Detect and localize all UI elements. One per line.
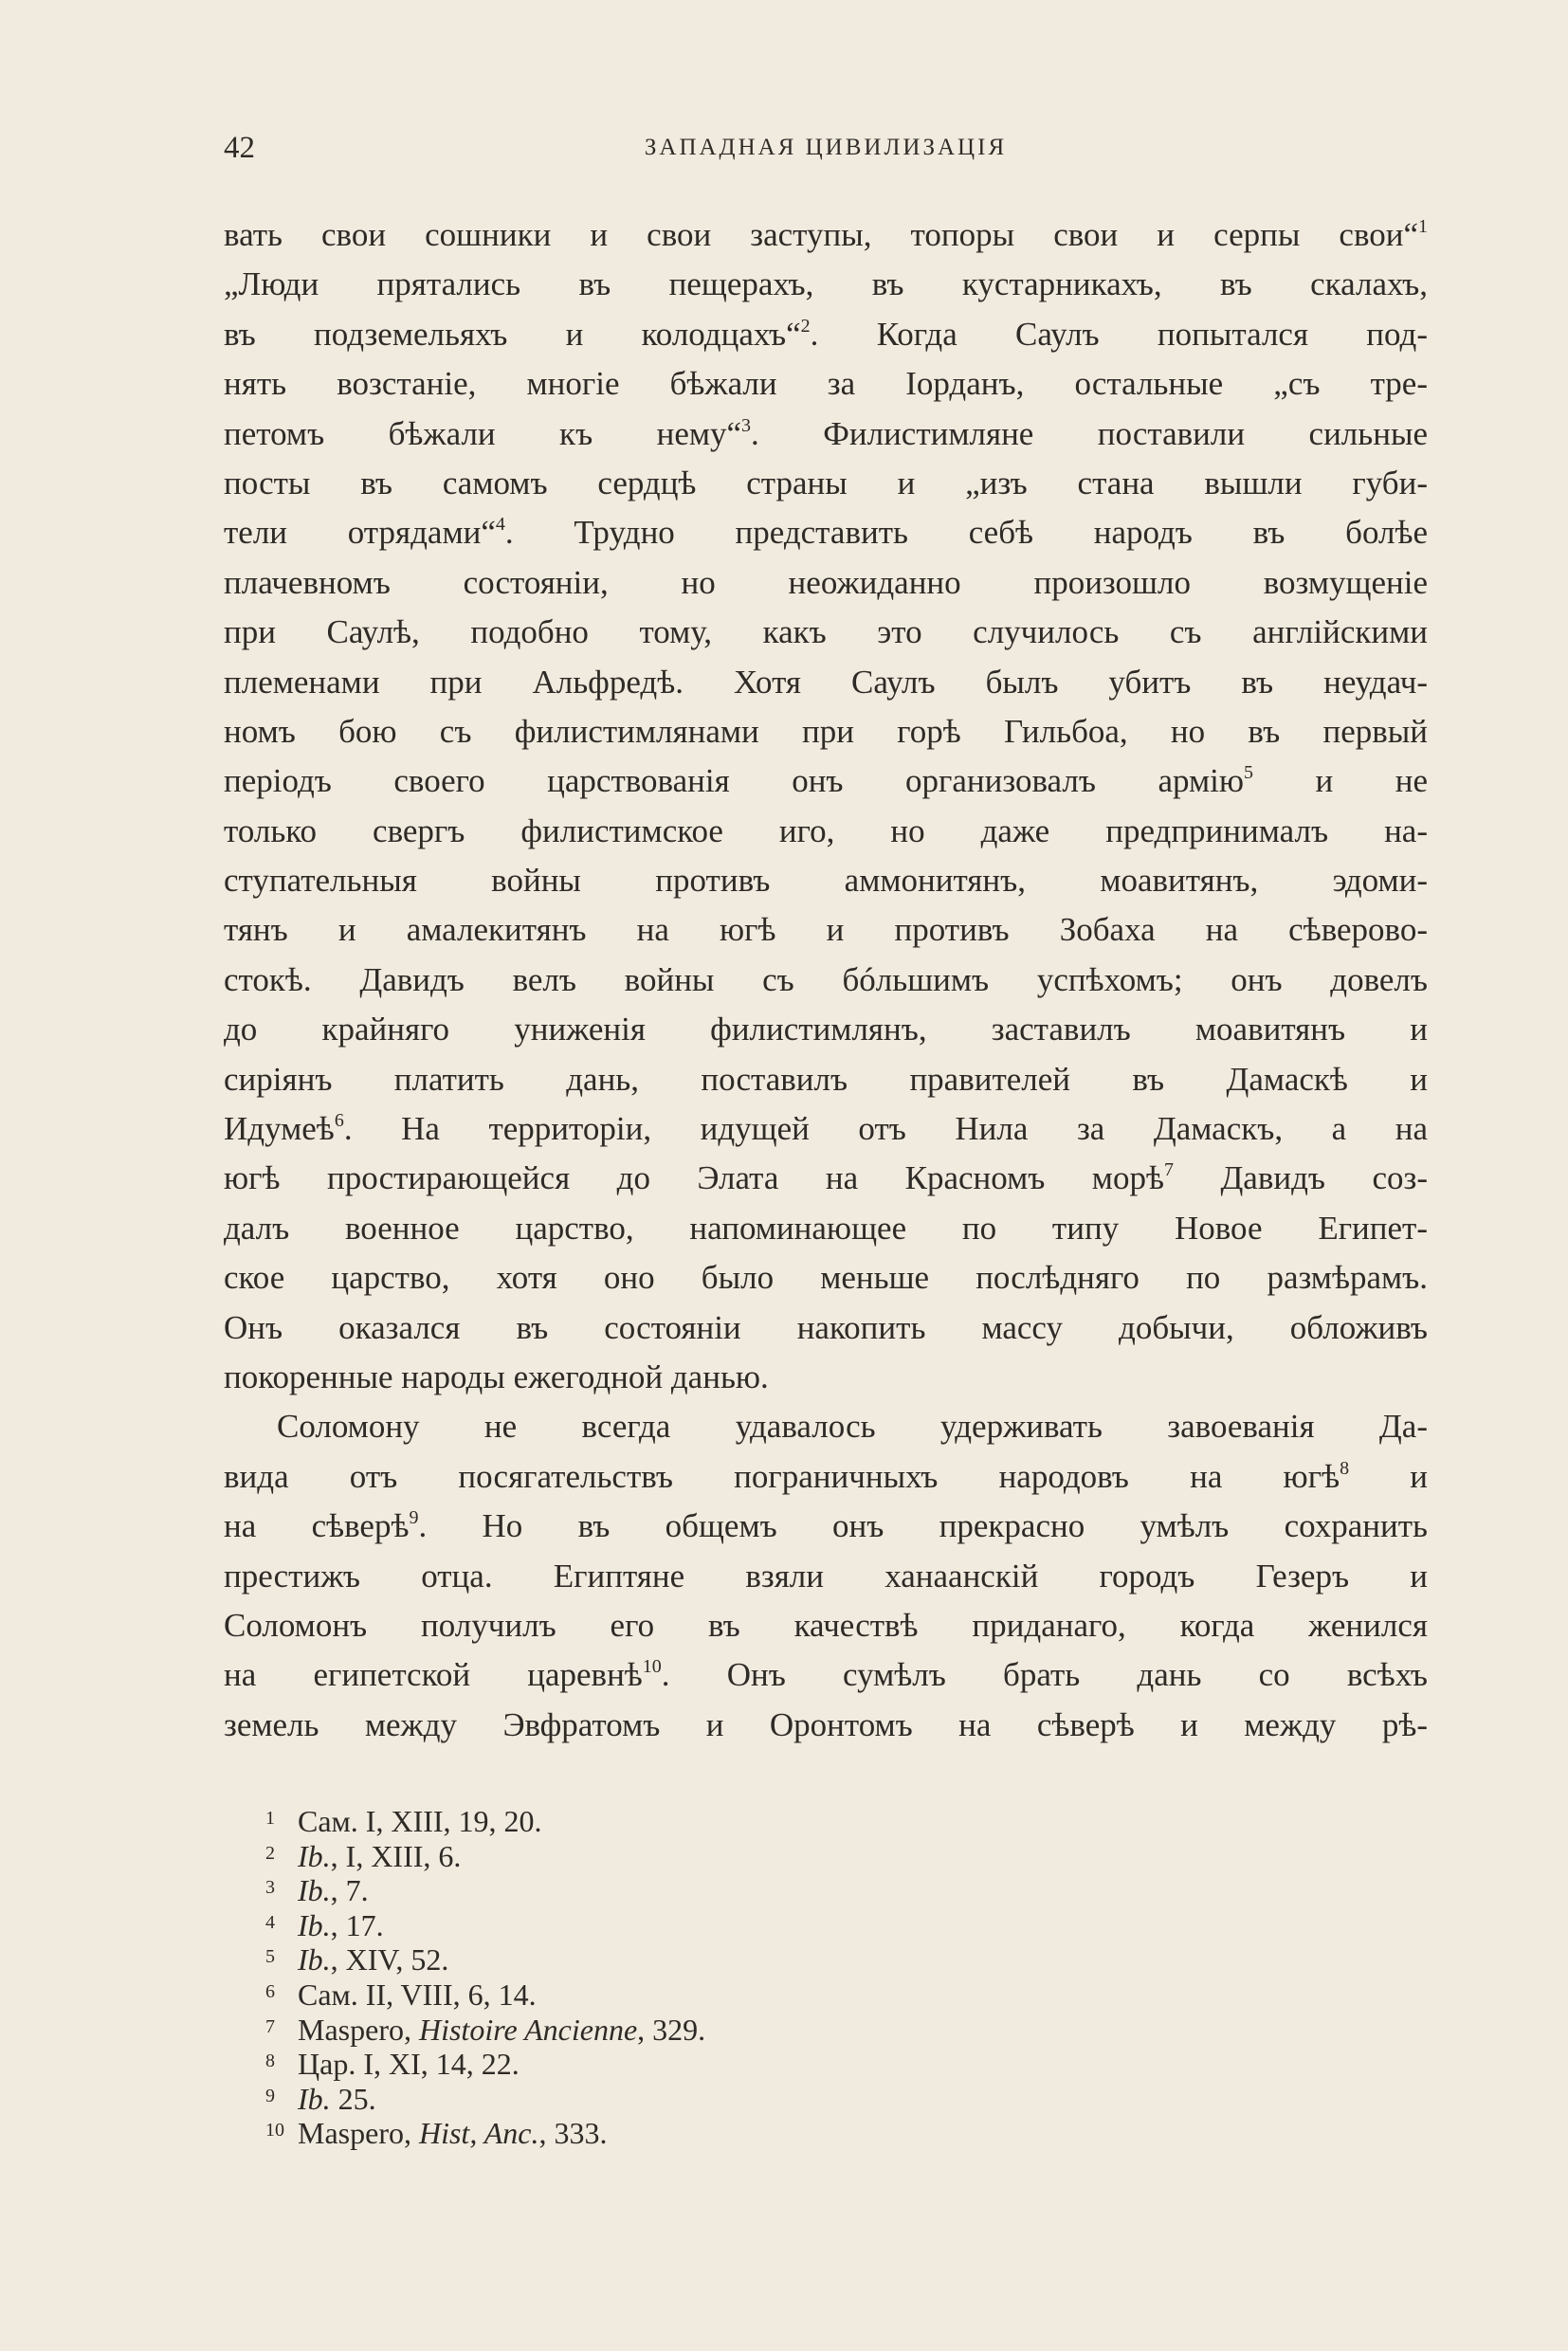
text-segment: престижъ отца. Египтяне взяли ханаанскій городъ Гезеръ и	[224, 1557, 1428, 1595]
text-segment: . Филистимляне поставили сильные	[751, 414, 1429, 452]
text-segment: только свергъ филистимское иго, но даже предпринималъ на-	[224, 811, 1428, 849]
text-segment: стокѣ. Давидъ велъ войны съ бóльшимъ успѣхомъ; онъ довелъ	[224, 960, 1428, 998]
text-line	[224, 1253, 1428, 1303]
text-segment: . Трудно представить себѣ народъ въ болѣе	[504, 514, 1428, 552]
footnote-text: Maspero,	[298, 2116, 419, 2151]
text-segment: Онъ оказался въ состояніи накопить массу добычи, обложивъ	[224, 1308, 1428, 1346]
footnote	[265, 2044, 1119, 2082]
footnote-number: 7	[265, 2015, 275, 2037]
footnote	[265, 1870, 1119, 1908]
text-segment: югѣ простирающейся до Элата на Красномъ морѣ	[224, 1159, 1164, 1197]
footnote-text: 25.	[330, 2081, 376, 2116]
text-segment: и не	[1253, 762, 1429, 800]
text-segment: при Саулѣ, подобно тому, какъ это случилось съ англійскими	[224, 613, 1428, 651]
footnote-text: Maspero,	[298, 2012, 419, 2047]
text-segment: тянъ и амалекитянъ на югѣ и противъ Зобаха на сѣверово-	[224, 911, 1428, 949]
text-segment: . Когда Саулъ попытался под-	[810, 315, 1428, 353]
text-line	[224, 210, 1428, 260]
text-segment: покоренные народы ежегодной данью.	[224, 1358, 769, 1395]
text-segment: земель между Эвфратомъ и Оронтомъ на сѣверѣ и между рѣ-	[224, 1705, 1428, 1743]
text-line	[224, 410, 1428, 459]
footnote-text: , I, XIII, 6.	[330, 1838, 462, 1873]
text-line	[224, 608, 1428, 657]
footnote-number: 5	[265, 1946, 275, 1968]
footnote-text: , 7.	[330, 1873, 369, 1908]
footnote-ref: 7	[1163, 1159, 1174, 1181]
footnote-italic: Ib.	[298, 1942, 331, 1977]
text-segment: до крайняго униженія филистимлянъ, заставилъ моавитянъ и	[224, 1011, 1428, 1048]
footnote	[265, 1836, 1119, 1871]
footnote-italic: Ib.	[298, 1907, 331, 1942]
footnote-ref: 1	[1418, 216, 1428, 237]
text-segment: сиріянъ платить дань, поставилъ правителей въ Дамаскѣ и	[224, 1060, 1428, 1098]
text-line	[224, 508, 1428, 557]
footnote-number: 9	[265, 2085, 275, 2106]
text-segment: нять возстаніе, многіе бѣжали за Іорданъ, остальные „съ тре-	[224, 365, 1428, 403]
text-segment: вида отъ посягательствъ пограничныхъ народовъ на югѣ	[224, 1457, 1340, 1495]
footnote-ref: 10	[642, 1656, 662, 1678]
text-line	[224, 310, 1428, 359]
text-segment: на сѣверѣ	[224, 1507, 410, 1545]
text-line	[224, 807, 1428, 856]
text-line	[224, 1701, 1428, 1750]
footnote-italic: Ib.	[298, 1873, 331, 1908]
text-line	[224, 1005, 1428, 1054]
text-line	[224, 1353, 1428, 1402]
text-line	[224, 905, 1428, 955]
text-segment: плачевномъ состояніи, но неожиданно произошло возмущеніе	[224, 563, 1428, 601]
footnote-italic: Ib.	[298, 1838, 331, 1873]
footnote	[265, 2010, 1119, 2045]
text-segment: . На территоріи, идущей отъ Нила за Дамаскъ, а на	[343, 1110, 1428, 1148]
text-segment: и	[1349, 1457, 1429, 1495]
footnote-italic: Hist, Anc.	[418, 2116, 539, 2151]
text-line	[224, 1402, 1428, 1451]
text-segment: тели отрядами“	[224, 514, 496, 552]
footnote-ref: 6	[334, 1110, 344, 1132]
footnote	[265, 2113, 1119, 2151]
footnote-ref: 9	[409, 1507, 419, 1529]
text-line	[224, 1055, 1428, 1104]
footnote-text: , XIV, 52.	[330, 1942, 449, 1977]
footnote-text: Сам. I, XIII, 19, 20.	[298, 1804, 542, 1838]
footnote-ref: 3	[741, 414, 752, 436]
text-segment: номъ бою съ филистимлянами при горѣ Гильбоа, но въ первый	[224, 712, 1428, 750]
text-line	[224, 1552, 1428, 1601]
footnote-text: , 17.	[330, 1907, 384, 1942]
footnote-number: 10	[265, 2120, 284, 2141]
text-line	[224, 558, 1428, 608]
text-segment: ское царство, хотя оно было меньше послѣдняго по размѣрамъ.	[224, 1259, 1428, 1297]
footnote-ref: 8	[1340, 1457, 1350, 1479]
footnote-ref: 5	[1244, 762, 1253, 784]
page-number: 42	[224, 131, 255, 165]
text-segment: на египетской царевнѣ	[224, 1656, 643, 1694]
text-segment: Соломонъ получилъ его въ качествѣ приданаго, когда женился	[224, 1606, 1428, 1644]
text-segment: періодъ своего царствованія онъ организовалъ армію	[224, 762, 1244, 800]
footnote-ref: 4	[495, 514, 505, 536]
text-line	[224, 756, 1428, 806]
text-line	[224, 1303, 1428, 1353]
text-segment: вать свои сошники и свои заступы, топоры свои и серпы свои“	[224, 216, 1418, 253]
text-line	[224, 856, 1428, 905]
text-segment: „Люди прятались въ пещерахъ, въ кустарникахъ, въ скалахъ,	[224, 265, 1428, 303]
footnote-text: Цар. I, XI, 14, 22.	[298, 2047, 520, 2082]
text-line	[224, 1601, 1428, 1650]
body-text	[224, 210, 1428, 1750]
text-line	[224, 1154, 1428, 1203]
text-segment: далъ военное царство, напоминающее по типу Новое Египет-	[224, 1209, 1428, 1247]
text-segment: племенами при Альфредѣ. Хотя Саулъ былъ убитъ въ неудач-	[224, 663, 1428, 701]
text-line	[224, 707, 1428, 756]
footnote-text: , 333.	[538, 2116, 608, 2151]
footnote-italic: Histoire Ancienne	[418, 2012, 638, 2047]
text-segment: Соломону не всегда удавалось удерживать завоеванія Да-	[277, 1408, 1428, 1446]
footnote-number: 8	[265, 2050, 275, 2072]
footnote-number: 3	[265, 1877, 275, 1899]
text-line	[224, 1650, 1428, 1700]
running-title: ЗАПАДНАЯ ЦИВИЛИЗАЦІЯ	[644, 135, 1008, 160]
text-segment: . Но въ общемъ онъ прекрасно умѣлъ сохранить	[418, 1507, 1428, 1545]
footnote-number: 6	[265, 1980, 275, 2002]
text-line	[224, 459, 1428, 508]
footnote-number: 2	[265, 1842, 275, 1864]
footnote-number: 4	[265, 1911, 275, 1933]
text-line	[224, 260, 1428, 309]
footnote-text: Сам. II, VIII, 6, 14.	[298, 1977, 537, 2012]
footnote	[265, 1940, 1119, 1975]
text-line	[224, 359, 1428, 409]
footnote	[265, 1801, 1119, 1836]
text-line	[224, 1104, 1428, 1154]
text-segment: въ подземельяхъ и колодцахъ“	[224, 315, 801, 353]
footnotes	[265, 1801, 1119, 2151]
text-segment: . Онъ сумѣлъ брать дань со всѣхъ	[661, 1656, 1428, 1694]
footnote	[265, 1905, 1119, 1941]
text-segment: посты въ самомъ сердцѣ страны и „изъ стана вышли губи-	[224, 464, 1428, 501]
text-line	[224, 1204, 1428, 1253]
text-segment: Давидъ соз-	[1173, 1159, 1428, 1197]
text-segment: Идумеѣ	[224, 1110, 335, 1148]
text-segment: ступательныя войны противъ аммонитянъ, моавитянъ, эдоми-	[224, 862, 1428, 900]
footnote	[265, 1975, 1119, 2010]
text-line	[224, 1452, 1428, 1502]
page-header	[224, 131, 1428, 169]
footnote-number: 1	[265, 1808, 275, 1829]
text-segment: петомъ бѣжали къ нему“	[224, 414, 742, 452]
text-line	[224, 1502, 1428, 1551]
text-line	[224, 956, 1428, 1005]
footnote-text: , 329.	[637, 2012, 706, 2047]
footnote-ref: 2	[800, 315, 811, 337]
footnote	[265, 2079, 1119, 2114]
text-line	[224, 658, 1428, 707]
footnote-italic: Ib.	[298, 2081, 331, 2116]
